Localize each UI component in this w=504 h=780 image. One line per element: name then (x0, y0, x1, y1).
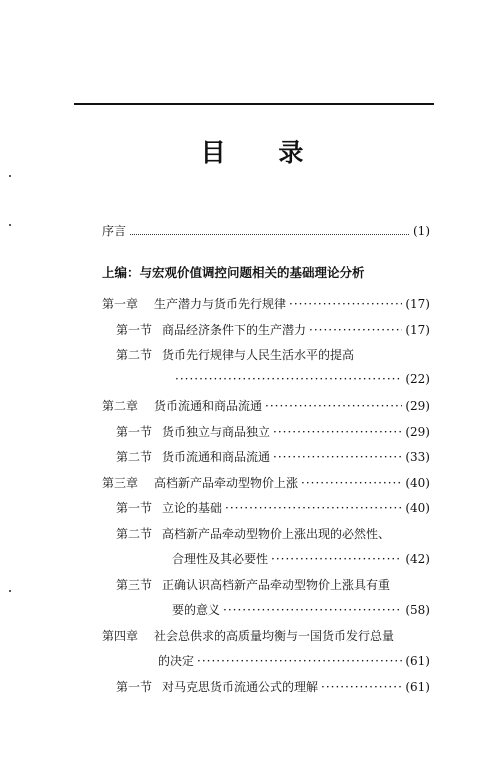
toc-entry-number: 第三章 (102, 475, 139, 490)
preface-page: (1) (413, 224, 430, 238)
toc-entry-number: 第一节 (116, 322, 153, 337)
top-rule (74, 103, 434, 105)
toc-entry-title: 对马克思货币流通公式的理解 (162, 679, 319, 694)
dot-leader (175, 372, 402, 386)
toc-entry-page: (40) (405, 475, 430, 490)
toc-entry-number: 第一节 (116, 501, 153, 515)
toc-entry-page: (17) (405, 297, 430, 311)
dot-leader (273, 425, 402, 439)
toc-entry-number: 第一节 (116, 424, 153, 439)
toc-entry-title: 的决定 (158, 654, 195, 668)
toc-preface[interactable] (102, 222, 430, 239)
dot-leader (223, 603, 402, 617)
scan-speck (9, 224, 11, 226)
toc-entry[interactable] (102, 397, 430, 423)
toc-entry[interactable] (102, 601, 430, 627)
toc-entry-page: (29) (405, 399, 430, 413)
toc-entry[interactable] (102, 678, 430, 704)
toc-entry-title: 生产潜力与货币先行规律 (154, 297, 287, 311)
toc-entry-title: 社会总供求的高质量均衡与一国货币发行总量 (154, 628, 395, 643)
toc-entry-title: 商品经济条件下的生产潜力 (162, 322, 307, 337)
dot-leader (265, 399, 402, 413)
toc-entry-page: (42) (405, 552, 430, 566)
toc-entry-title: 货币流通和商品流通 (154, 399, 263, 413)
toc-entry-page: (29) (405, 424, 430, 439)
toc-entry[interactable] (102, 372, 430, 398)
toc-entry-number: 第一节 (116, 679, 153, 694)
toc-entry-title: 高档新产品牵动型物价上涨出现的必然性、 (162, 526, 391, 541)
toc-entry-page: (58) (405, 603, 430, 617)
toc-entry[interactable] (102, 448, 430, 474)
toc-entry-page: (33) (405, 450, 430, 464)
toc-entry[interactable] (102, 321, 430, 347)
toc-entry-number: 第二章 (102, 399, 139, 413)
dot-leader (130, 234, 409, 235)
toc-entry-number: 第二节 (116, 450, 153, 464)
toc-entry[interactable] (102, 627, 430, 653)
toc-entry[interactable] (102, 295, 430, 321)
toc-entry-title: 货币先行规律与人民生活水平的提高 (162, 348, 355, 362)
dot-leader (197, 654, 402, 668)
page-title: 目 录 (200, 138, 326, 167)
toc-entry[interactable] (102, 499, 430, 525)
toc-entry-number: 第四章 (102, 628, 139, 643)
dot-leader (273, 450, 402, 464)
toc-list (102, 295, 430, 703)
toc-entry-number: 第二节 (116, 348, 153, 362)
toc-entry[interactable] (102, 550, 430, 576)
toc-entry-number: 第一章 (102, 297, 139, 311)
toc-entry-page: (61) (405, 654, 430, 668)
toc-entry[interactable] (102, 576, 430, 602)
toc-entry[interactable] (102, 525, 430, 551)
dot-leader (271, 552, 402, 566)
toc-entry-title: 货币流通和商品流通 (162, 450, 271, 464)
toc-entry-page: (22) (405, 371, 430, 386)
toc-entry[interactable] (102, 346, 430, 372)
toc-entry-title: 正确认识高档新产品牵动型物价上涨具有重 (162, 577, 391, 592)
part-heading: 上编：与宏观价值调控问题相关的基础理论分析 (102, 265, 365, 280)
toc-entry-title: 合理性及其必要性 (172, 552, 269, 566)
preface-label: 序言 (102, 224, 127, 238)
toc-entry[interactable] (102, 652, 430, 678)
toc-entry-number: 第三节 (116, 577, 153, 592)
dot-leader (309, 323, 402, 337)
toc-entry-title: 高档新产品牵动型物价上涨 (154, 475, 299, 490)
toc-entry-page: (40) (405, 501, 430, 515)
scan-speck (9, 175, 11, 177)
toc-entry-title: 要的意义 (172, 603, 221, 617)
dot-leader (301, 476, 402, 490)
scan-speck (9, 590, 11, 592)
toc-entry[interactable] (102, 423, 430, 449)
toc-entry[interactable] (102, 474, 430, 500)
toc-entry-title: 货币独立与商品独立 (162, 424, 271, 439)
toc-entry-title: 立论的基础 (162, 501, 223, 515)
toc-entry-page: (17) (405, 322, 430, 337)
toc-entry-number: 第二节 (116, 526, 153, 541)
dot-leader (321, 680, 402, 694)
toc-entry-page: (61) (405, 679, 430, 694)
dot-leader (289, 297, 402, 311)
dot-leader (225, 501, 402, 515)
